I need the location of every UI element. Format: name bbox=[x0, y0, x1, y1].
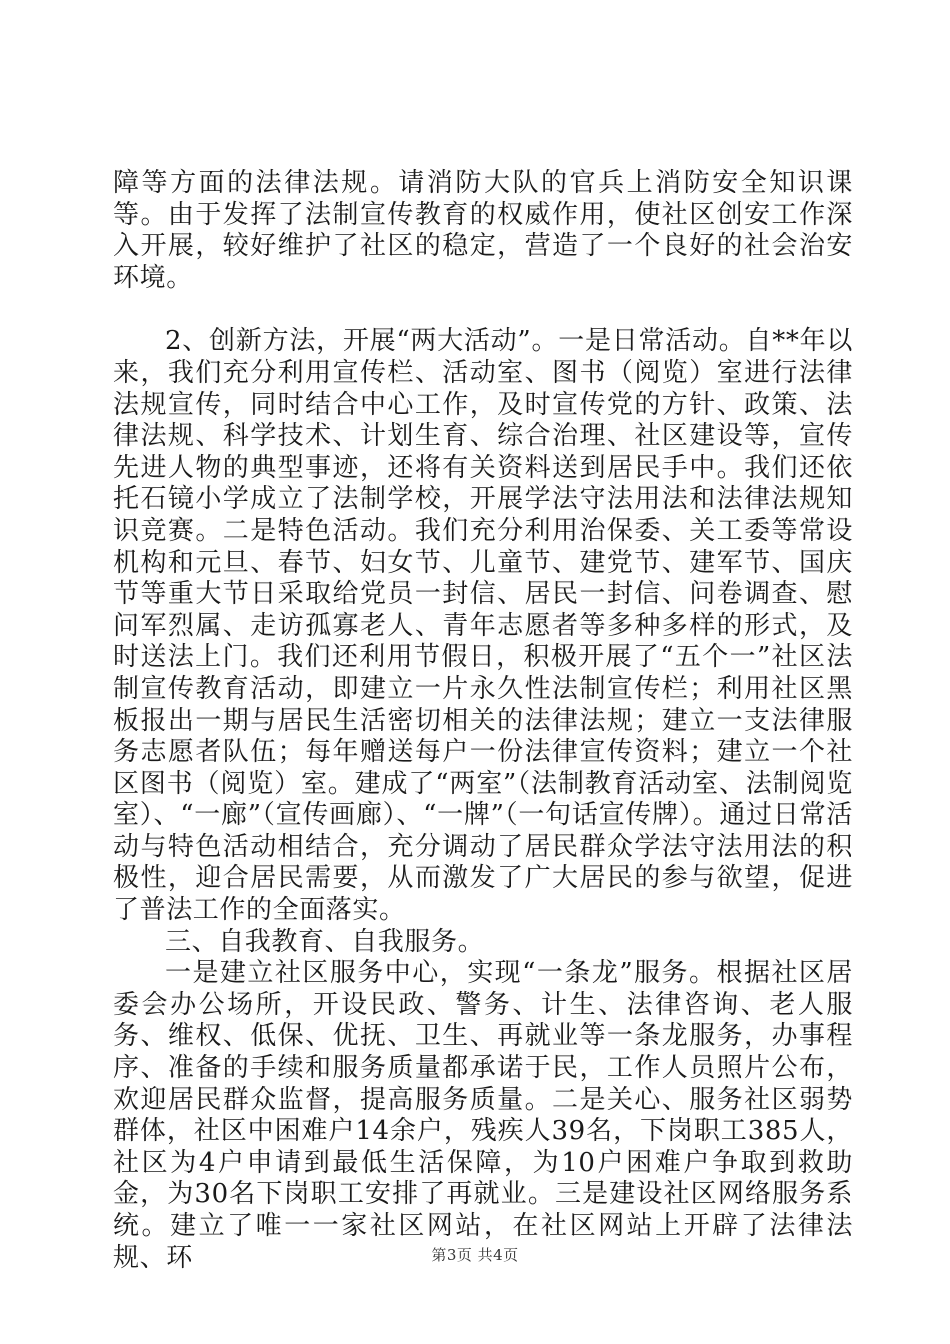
paragraph-service-center: 一是建立社区服务中心，实现“一条龙”服务。根据社区居委会办公场所，开设民政、警务、计生、法律咨询、老人服务、维权、低保、优抚、卫生、再就业等一条龙服务，办事程序、准备的手续和服务质量都承诺于民，工作人员照片公布，欢迎居民群众监督，提高服务质量。二是关心、服务社区弱势群体，社区中困难户14余户，残疾人39名，下岗职工385人，社区为4户申请到最低生活保障，为10户困难户争取到救助金，为30名下岗职工安排了再就业。三是建设社区网络服务系统。建立了唯一一家社区网站，在社区网站上开辟了法律法规、环 bbox=[113, 958, 853, 1273]
paragraph-two-activities: 2、创新方法，开展“两大活动”。一是日常活动。自**年以来，我们充分利用宣传栏、活动室、图书（阅览）室进行法律法规宣传，同时结合中心工作，及时宣传党的方针、政策、法律法规、科学技术、计划生育、综合治理、社区建设等，宣传先进人物的典型事迹，还将有关资料送到居民手中。我们还依托石镜小学成立了法制学校，开展学法守法用法和法律法规知识竞赛。二是特色活动。我们充分利用治保委、关工委等常设机构和元旦、春节、妇女节、儿童节、建党节、建军节、国庆节等重大节日采取给党员一封信、居民一封信、问卷调查、慰问军烈属、走访孤寡老人、青年志愿者等多种多样的形式，及时送法上门。我们还利用节假日，积极开展了“五个一”社区法制宣传教育活动，即建立一片永久性法制宣传栏；利用社区黑板报出一期与居民生活密切相关的法律法规；建立一支法律服务志愿者队伍；每年赠送每户一份法律宣传资料；建立一个社区图书（阅览）室。建成了“两室”（法制教育活动室、法制阅览室）、“一廊”（宣传画廊）、“一牌”（一句话宣传牌）。通过日常活动与特色活动相结合，充分调动了居民群众学法守法用法的积极性，迎合居民需要，从而激发了广大居民的参与欲望，促进了普法工作的全面落实。 bbox=[113, 326, 853, 926]
page-number-footer: 第3页 共4页 bbox=[431, 1246, 519, 1264]
section-heading-self-education: 三、自我教育、自我服务。 bbox=[165, 926, 485, 957]
document-body bbox=[113, 168, 853, 1274]
paragraph-continuation: 障等方面的法律法规。请消防大队的官兵上消防安全知识课等。由于发挥了法制宣传教育的权威作用，使社区创安工作深入开展，较好维护了社区的稳定，营造了一个良好的社会治安环境。 bbox=[113, 168, 853, 293]
